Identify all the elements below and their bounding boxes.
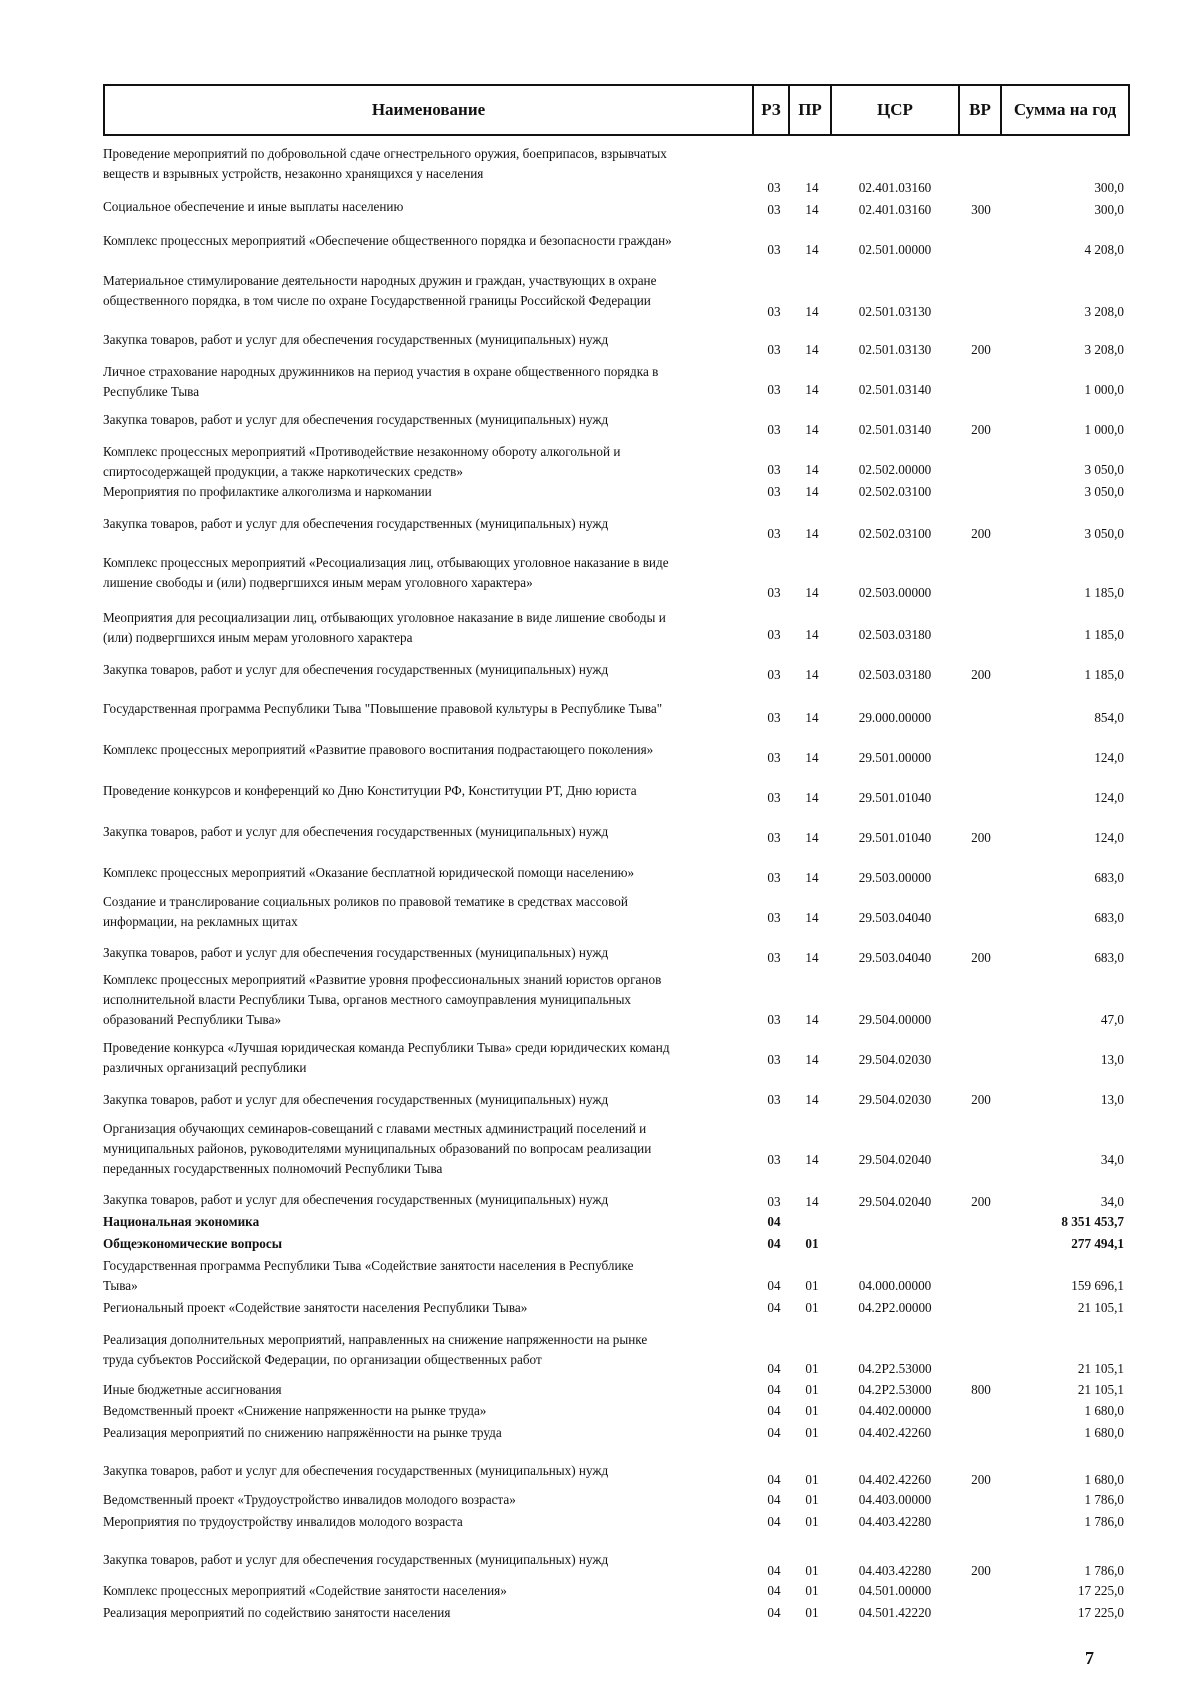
row-rz: 03 bbox=[767, 1152, 781, 1167]
row-pr: 14 bbox=[805, 667, 819, 682]
row-sum: 21 105,1 bbox=[1077, 1361, 1124, 1376]
row-sum: 47,0 bbox=[1100, 1012, 1124, 1027]
row-vr: 200 bbox=[971, 422, 991, 437]
header-vr: ВР bbox=[958, 84, 1002, 136]
row-rz: 04 bbox=[767, 1214, 781, 1229]
row-name: Закупка товаров, работ и услуг для обеспечения государственных (муниципальных) нужд bbox=[103, 412, 609, 427]
row-csr: 04.501.00000 bbox=[858, 1583, 932, 1598]
row-csr: 02.502.00000 bbox=[858, 462, 932, 477]
row-sum: 1 786,0 bbox=[1084, 1563, 1124, 1578]
header-pr: ПР bbox=[788, 84, 832, 136]
row-csr: 29.504.00000 bbox=[858, 1012, 932, 1027]
row-sum: 1 185,0 bbox=[1084, 627, 1124, 642]
row-rz: 03 bbox=[767, 180, 781, 195]
row-csr: 04.2Р2.53000 bbox=[858, 1382, 932, 1397]
row-pr: 14 bbox=[805, 382, 819, 397]
row-pr: 01 bbox=[805, 1492, 819, 1507]
row-pr: 01 bbox=[805, 1583, 819, 1598]
row-sum: 300,0 bbox=[1094, 202, 1124, 217]
row-rz: 03 bbox=[767, 462, 781, 477]
row-name: Комплекс процессных мероприятий «Ресоциализация лиц, отбывающих уголовное наказание в виде лишение свободы и (или) подвергшихся иным мерам уголовного характера» bbox=[103, 555, 669, 590]
row-pr: 01 bbox=[805, 1300, 819, 1315]
row-sum: 1 000,0 bbox=[1084, 382, 1124, 397]
row-rz: 04 bbox=[767, 1605, 781, 1620]
header-csr: ЦСР bbox=[830, 84, 960, 136]
row-sum: 21 105,1 bbox=[1077, 1382, 1124, 1397]
row-sum: 8 351 453,7 bbox=[1061, 1214, 1124, 1229]
row-sum: 1 185,0 bbox=[1084, 667, 1124, 682]
row-csr: 29.503.00000 bbox=[858, 870, 932, 885]
row-sum: 1 185,0 bbox=[1084, 585, 1124, 600]
row-sum: 683,0 bbox=[1094, 910, 1124, 925]
row-vr: 200 bbox=[971, 830, 991, 845]
row-csr: 02.501.03140 bbox=[858, 382, 932, 397]
row-name: Проведение мероприятий по добровольной сдаче огнестрельного оружия, боеприпасов, взрывчатых веществ и взрывных устройств, незаконно хранящихся у населения bbox=[103, 146, 667, 181]
row-rz: 04 bbox=[767, 1382, 781, 1397]
row-sum: 3 050,0 bbox=[1084, 484, 1124, 499]
row-name: Комплекс процессных мероприятий «Обеспечение общественного порядка и безопасности граждан» bbox=[103, 233, 672, 248]
row-sum: 1 680,0 bbox=[1084, 1472, 1124, 1487]
row-pr: 14 bbox=[805, 830, 819, 845]
row-pr: 14 bbox=[805, 202, 819, 217]
row-rz: 03 bbox=[767, 1194, 781, 1209]
row-rz: 03 bbox=[767, 304, 781, 319]
row-rz: 03 bbox=[767, 382, 781, 397]
row-sum: 3 050,0 bbox=[1084, 526, 1124, 541]
row-csr: 02.501.03130 bbox=[858, 304, 932, 319]
row-csr: 02.503.03180 bbox=[858, 667, 932, 682]
row-vr: 200 bbox=[971, 950, 991, 965]
row-csr: 04.402.42260 bbox=[858, 1425, 932, 1440]
row-vr: 200 bbox=[971, 526, 991, 541]
row-csr: 02.501.00000 bbox=[858, 242, 932, 257]
row-rz: 03 bbox=[767, 790, 781, 805]
row-rz: 03 bbox=[767, 422, 781, 437]
row-name: Закупка товаров, работ и услуг для обеспечения государственных (муниципальных) нужд bbox=[103, 1552, 609, 1567]
row-pr: 14 bbox=[805, 585, 819, 600]
row-pr: 14 bbox=[805, 242, 819, 257]
row-rz: 04 bbox=[767, 1425, 781, 1440]
row-csr: 04.402.00000 bbox=[858, 1403, 932, 1418]
row-csr: 02.501.03140 bbox=[858, 422, 932, 437]
row-name: Закупка товаров, работ и услуг для обеспечения государственных (муниципальных) нужд bbox=[103, 824, 609, 839]
row-rz: 03 bbox=[767, 950, 781, 965]
row-csr: 29.501.01040 bbox=[858, 790, 932, 805]
row-name: Создание и транслирование социальных роликов по правовой тематике в средствах массовой информации, на рекламных щитах bbox=[103, 894, 628, 929]
row-pr: 14 bbox=[805, 526, 819, 541]
row-sum: 124,0 bbox=[1094, 790, 1124, 805]
row-name: Социальное обеспечение и иные выплаты населению bbox=[103, 199, 404, 214]
row-sum: 3 050,0 bbox=[1084, 462, 1124, 477]
row-sum: 1 786,0 bbox=[1084, 1492, 1124, 1507]
row-rz: 04 bbox=[767, 1300, 781, 1315]
row-pr: 14 bbox=[805, 180, 819, 195]
row-name: Комплекс процессных мероприятий «Оказание бесплатной юридической помощи населению» bbox=[103, 865, 635, 880]
row-vr: 200 bbox=[971, 1563, 991, 1578]
row-rz: 03 bbox=[767, 910, 781, 925]
row-sum: 1 000,0 bbox=[1084, 422, 1124, 437]
row-vr: 800 bbox=[971, 1382, 991, 1397]
row-sum: 34,0 bbox=[1100, 1194, 1124, 1209]
row-rz: 03 bbox=[767, 1092, 781, 1107]
row-name: Иные бюджетные ассигнования bbox=[103, 1382, 282, 1397]
row-rz: 04 bbox=[767, 1361, 781, 1376]
row-rz: 03 bbox=[767, 1052, 781, 1067]
row-csr: 02.502.03100 bbox=[858, 526, 932, 541]
row-rz: 03 bbox=[767, 242, 781, 257]
row-name: Закупка товаров, работ и услуг для обеспечения государственных (муниципальных) нужд bbox=[103, 1192, 609, 1207]
row-csr: 02.401.03160 bbox=[858, 180, 932, 195]
row-pr: 01 bbox=[805, 1472, 819, 1487]
row-sum: 13,0 bbox=[1100, 1052, 1124, 1067]
row-name: Государственная программа Республики Тыва «Содействие занятости населения в Республике Тыва» bbox=[103, 1258, 634, 1293]
row-csr: 29.504.02030 bbox=[858, 1092, 932, 1107]
row-name: Личное страхование народных дружинников на период участия в охране общественного порядка в Республике Тыва bbox=[103, 364, 659, 399]
row-sum: 300,0 bbox=[1094, 180, 1124, 195]
row-csr: 02.502.03100 bbox=[858, 484, 932, 499]
row-pr: 14 bbox=[805, 342, 819, 357]
row-rz: 03 bbox=[767, 585, 781, 600]
row-rz: 03 bbox=[767, 750, 781, 765]
row-name: Реализация мероприятий по снижению напряжённости на рынке труда bbox=[103, 1425, 502, 1440]
row-rz: 03 bbox=[767, 1012, 781, 1027]
row-name: Государственная программа Республики Тыва "Повышение правовой культуры в Республике Тыва" bbox=[103, 701, 663, 716]
row-name: Реализация мероприятий по содействию занятости населения bbox=[103, 1605, 451, 1620]
row-pr: 01 bbox=[805, 1236, 819, 1251]
row-name: Проведение конкурса «Лучшая юридическая команда Республики Тыва» среди юридических команд различных организаций республики bbox=[103, 1040, 670, 1075]
row-name: Закупка товаров, работ и услуг для обеспечения государственных (муниципальных) нужд bbox=[103, 1092, 609, 1107]
row-csr: 04.403.42280 bbox=[858, 1514, 932, 1529]
row-sum: 3 208,0 bbox=[1084, 304, 1124, 319]
row-vr: 200 bbox=[971, 667, 991, 682]
row-name: Комплекс процессных мероприятий «Развитие правового воспитания подрастающего поколения» bbox=[103, 742, 654, 757]
row-pr: 01 bbox=[805, 1403, 819, 1418]
row-name: Закупка товаров, работ и услуг для обеспечения государственных (муниципальных) нужд bbox=[103, 516, 609, 531]
page-number: 7 bbox=[1085, 1648, 1094, 1668]
row-pr: 14 bbox=[805, 1152, 819, 1167]
row-pr: 14 bbox=[805, 462, 819, 477]
row-pr: 14 bbox=[805, 870, 819, 885]
row-rz: 04 bbox=[767, 1583, 781, 1598]
row-csr: 02.501.03130 bbox=[858, 342, 932, 357]
row-rz: 03 bbox=[767, 526, 781, 541]
row-vr: 200 bbox=[971, 1092, 991, 1107]
row-csr: 29.503.04040 bbox=[858, 910, 932, 925]
row-sum: 1 680,0 bbox=[1084, 1425, 1124, 1440]
row-name: Ведомственный проект «Снижение напряженности на рынке труда» bbox=[103, 1403, 487, 1418]
row-name: Комплекс процессных мероприятий «Содействие занятости населения» bbox=[103, 1583, 507, 1598]
row-pr: 14 bbox=[805, 1012, 819, 1027]
row-pr: 01 bbox=[805, 1361, 819, 1376]
row-vr: 300 bbox=[971, 202, 991, 217]
row-sum: 124,0 bbox=[1094, 750, 1124, 765]
row-rz: 04 bbox=[767, 1403, 781, 1418]
row-name: Закупка товаров, работ и услуг для обеспечения государственных (муниципальных) нужд bbox=[103, 945, 609, 960]
row-sum: 1 680,0 bbox=[1084, 1403, 1124, 1418]
row-csr: 29.504.02040 bbox=[858, 1152, 932, 1167]
row-csr: 29.501.01040 bbox=[858, 830, 932, 845]
row-pr: 14 bbox=[805, 422, 819, 437]
row-sum: 683,0 bbox=[1094, 870, 1124, 885]
row-csr: 04.000.00000 bbox=[858, 1278, 932, 1293]
row-pr: 14 bbox=[805, 304, 819, 319]
row-sum: 4 208,0 bbox=[1084, 242, 1124, 257]
row-name: Комплекс процессных мероприятий «Противодействие незаконному обороту алкогольной и спиртосодержащей продукции, а также наркотических средств» bbox=[103, 444, 621, 479]
row-sum: 854,0 bbox=[1094, 710, 1124, 725]
row-name: Закупка товаров, работ и услуг для обеспечения государственных (муниципальных) нужд bbox=[103, 332, 609, 347]
row-sum: 34,0 bbox=[1100, 1152, 1124, 1167]
row-csr: 02.401.03160 bbox=[858, 202, 932, 217]
row-rz: 03 bbox=[767, 830, 781, 845]
row-name: Региональный проект «Содействие занятости населения Республики Тыва» bbox=[103, 1300, 528, 1315]
row-vr: 200 bbox=[971, 1194, 991, 1209]
row-name: Закупка товаров, работ и услуг для обеспечения государственных (муниципальных) нужд bbox=[103, 662, 609, 677]
row-sum: 17 225,0 bbox=[1077, 1605, 1124, 1620]
row-csr: 29.504.02030 bbox=[858, 1052, 932, 1067]
row-pr: 01 bbox=[805, 1382, 819, 1397]
row-sum: 683,0 bbox=[1094, 950, 1124, 965]
row-csr: 02.503.00000 bbox=[858, 585, 932, 600]
row-pr: 14 bbox=[805, 910, 819, 925]
row-name: Организация обучающих семинаров-совещаний с главами местных администраций поселений и муниципальных районов, руководителями муниципальных образований по вопросам реализации переданных государственных полномочий Республики Тыва bbox=[103, 1121, 652, 1176]
row-name: Национальная экономика bbox=[103, 1214, 260, 1229]
row-pr: 14 bbox=[805, 1092, 819, 1107]
row-rz: 04 bbox=[767, 1492, 781, 1507]
row-rz: 03 bbox=[767, 627, 781, 642]
row-sum: 159 696,1 bbox=[1071, 1278, 1124, 1293]
row-rz: 04 bbox=[767, 1472, 781, 1487]
row-name: Мероприятия по трудоустройству инвалидов молодого возраста bbox=[103, 1514, 463, 1529]
row-name: Материальное стимулирование деятельности народных дружин и граждан, участвующих в охране общественного порядка, в том числе по охране Государственной границы Российской Федерации bbox=[103, 273, 657, 308]
row-pr: 01 bbox=[805, 1605, 819, 1620]
row-name: Закупка товаров, работ и услуг для обеспечения государственных (муниципальных) нужд bbox=[103, 1463, 609, 1478]
row-name: Меоприятия для ресоциализации лиц, отбывающих уголовное наказание в виде лишение свободы и (или) подвергшихся иным мерам уголовного характера bbox=[103, 610, 666, 645]
row-name: Комплекс процессных мероприятий «Развитие уровня профессиональных знаний юристов органов исполнительной власти Республики Тыва, органов местного самоуправления муниципальных образований Республики Тыва» bbox=[103, 972, 662, 1027]
row-csr: 29.503.04040 bbox=[858, 950, 932, 965]
row-csr: 04.403.42280 bbox=[858, 1563, 932, 1578]
row-pr: 01 bbox=[805, 1425, 819, 1440]
row-name: Мероприятия по профилактике алкоголизма и наркомании bbox=[103, 484, 432, 499]
row-csr: 04.501.42220 bbox=[858, 1605, 932, 1620]
row-sum: 277 494,1 bbox=[1071, 1236, 1124, 1251]
row-pr: 14 bbox=[805, 1194, 819, 1209]
row-pr: 14 bbox=[805, 627, 819, 642]
row-name: Ведомственный проект «Трудоустройство инвалидов молодого возраста» bbox=[103, 1492, 516, 1507]
row-csr: 29.501.00000 bbox=[858, 750, 932, 765]
row-sum: 3 208,0 bbox=[1084, 342, 1124, 357]
row-csr: 29.000.00000 bbox=[858, 710, 932, 725]
row-vr: 200 bbox=[971, 342, 991, 357]
row-rz: 03 bbox=[767, 342, 781, 357]
row-csr: 02.503.03180 bbox=[858, 627, 932, 642]
row-pr: 14 bbox=[805, 790, 819, 805]
header-rz: РЗ bbox=[752, 84, 790, 136]
row-rz: 03 bbox=[767, 710, 781, 725]
row-rz: 03 bbox=[767, 202, 781, 217]
row-rz: 03 bbox=[767, 667, 781, 682]
row-pr: 14 bbox=[805, 950, 819, 965]
row-rz: 04 bbox=[767, 1563, 781, 1578]
row-csr: 04.402.42260 bbox=[858, 1472, 932, 1487]
row-rz: 04 bbox=[767, 1278, 781, 1293]
row-pr: 14 bbox=[805, 750, 819, 765]
row-sum: 13,0 bbox=[1100, 1092, 1124, 1107]
row-sum: 124,0 bbox=[1094, 830, 1124, 845]
row-pr: 14 bbox=[805, 710, 819, 725]
row-sum: 17 225,0 bbox=[1077, 1583, 1124, 1598]
row-rz: 04 bbox=[767, 1236, 781, 1251]
header-sum: Сумма на год bbox=[1000, 84, 1130, 136]
row-sum: 1 786,0 bbox=[1084, 1514, 1124, 1529]
row-rz: 04 bbox=[767, 1514, 781, 1529]
row-name: Реализация дополнительных мероприятий, направленных на снижение напряженности на рынке труда субъектов Российской Федерации, по организации общественных работ bbox=[103, 1332, 648, 1367]
row-csr: 29.504.02040 bbox=[858, 1194, 932, 1209]
row-pr: 01 bbox=[805, 1514, 819, 1529]
row-name: Проведение конкурсов и конференций ко Дню Конституции РФ, Конституции РТ, Дню юриста bbox=[103, 783, 637, 798]
row-vr: 200 bbox=[971, 1472, 991, 1487]
row-sum: 21 105,1 bbox=[1077, 1300, 1124, 1315]
row-rz: 03 bbox=[767, 870, 781, 885]
row-csr: 04.2Р2.53000 bbox=[858, 1361, 932, 1376]
row-csr: 04.403.00000 bbox=[858, 1492, 932, 1507]
row-pr: 14 bbox=[805, 484, 819, 499]
row-rz: 03 bbox=[767, 484, 781, 499]
row-name: Общеэкономические вопросы bbox=[103, 1236, 283, 1251]
header-name: Наименование bbox=[103, 84, 754, 136]
row-csr: 04.2Р2.00000 bbox=[858, 1300, 932, 1315]
row-pr: 14 bbox=[805, 1052, 819, 1067]
row-pr: 01 bbox=[805, 1563, 819, 1578]
row-pr: 01 bbox=[805, 1278, 819, 1293]
